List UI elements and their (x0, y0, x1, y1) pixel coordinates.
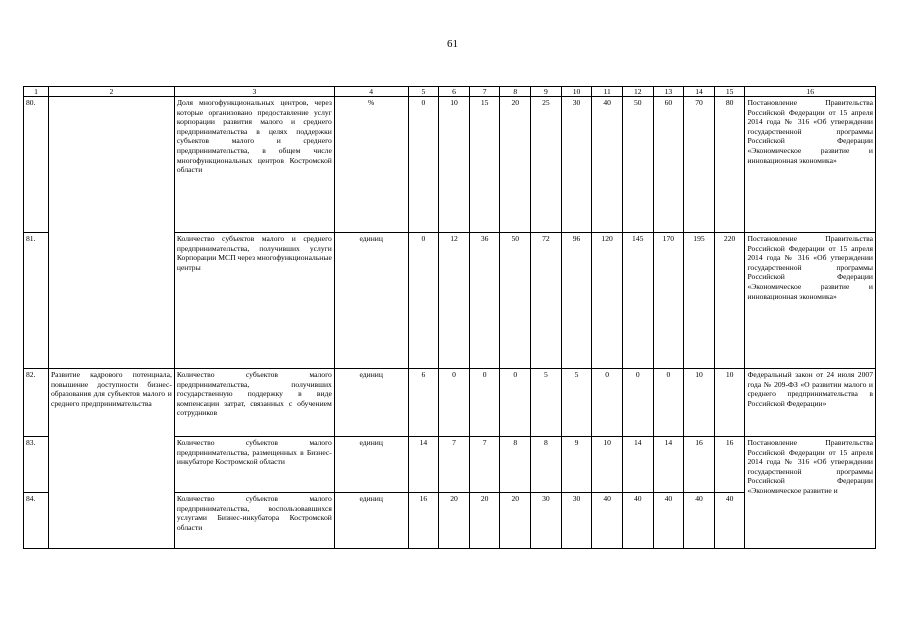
indicator-name: Количество субъектов малого предпринимательства, получивших государственную поддержку в виде компенсации затрат, связанных с обучением сотрудников (174, 369, 334, 437)
legal-source: Постановление Правительства Российской Федерации от 15 апреля 2014 года № 316 «Об утверждении государственной программы Российской Федерации «Экономическое развитие и инновационная экономика» (745, 233, 876, 369)
value-cell: 5 (561, 369, 592, 437)
row-number: 81. (24, 233, 49, 369)
value-cell: 0 (622, 369, 653, 437)
value-cell: 120 (592, 233, 623, 369)
indicator-name: Доля многофункциональных центров, через которые организовано предоставление услуг корпорации развития малого и среднего предпринимательства в целях поддержки субъектов малого и среднего предпринимательства, в общем числе многофункциональных центров Костромской области (174, 97, 334, 233)
column-number: 1 (24, 87, 49, 97)
indicator-name: Количество субъектов малого и среднего предпринимательства, получивших услуги Корпорации МСП через многофункциональные центры (174, 233, 334, 369)
column-number: 3 (174, 87, 334, 97)
value-cell: 25 (531, 97, 562, 233)
value-cell: 195 (684, 233, 715, 369)
column-number: 11 (592, 87, 623, 97)
column-number: 16 (745, 87, 876, 97)
value-cell: 10 (714, 369, 745, 437)
task-description: Развитие кадрового потенциала, повышение доступности бизнес-образования для субъектов малого и среднего предпринимательства (48, 369, 174, 549)
value-cell: 145 (622, 233, 653, 369)
value-cell: 16 (714, 437, 745, 493)
value-cell: 72 (531, 233, 562, 369)
indicator-name: Количество субъектов малого предпринимательства, воспользовавшихся услугами Бизнес-инкубатора Костромской области (174, 493, 334, 549)
column-number: 13 (653, 87, 684, 97)
column-number: 9 (531, 87, 562, 97)
value-cell: 14 (622, 437, 653, 493)
page-number: 61 (447, 38, 458, 50)
value-cell: 7 (439, 437, 470, 493)
legal-source: Постановление Правительства Российской Федерации от 15 апреля 2014 года № 316 «Об утверждении государственной программы Российской Федерации «Экономическое развитие и (745, 437, 876, 549)
value-cell: 20 (500, 493, 531, 549)
value-cell: 9 (561, 437, 592, 493)
value-cell: 16 (684, 437, 715, 493)
value-cell: 60 (653, 97, 684, 233)
value-cell: 0 (469, 369, 500, 437)
value-cell: 40 (653, 493, 684, 549)
value-cell: 30 (561, 97, 592, 233)
table-row (24, 97, 876, 233)
value-cell: 80 (714, 97, 745, 233)
unit: % (334, 97, 408, 233)
value-cell: 36 (469, 233, 500, 369)
value-cell: 0 (592, 369, 623, 437)
column-number: 12 (622, 87, 653, 97)
value-cell: 14 (653, 437, 684, 493)
value-cell: 5 (531, 369, 562, 437)
indicators-table (23, 86, 876, 549)
value-cell: 10 (684, 369, 715, 437)
row-number: 82. (24, 369, 49, 437)
task-cell-empty (48, 97, 174, 369)
value-cell: 7 (469, 437, 500, 493)
value-cell: 20 (469, 493, 500, 549)
row-number: 83. (24, 437, 49, 493)
value-cell: 20 (500, 97, 531, 233)
legal-source: Постановление Правительства Российской Федерации от 15 апреля 2014 года № 316 «Об утверждении государственной программы Российской Федерации «Экономическое развитие и инновационная экономика» (745, 97, 876, 233)
unit: единиц (334, 437, 408, 493)
table-row (24, 369, 876, 437)
column-number: 2 (48, 87, 174, 97)
legal-source: Федеральный закон от 24 июля 2007 года № 209-ФЗ «О развитии малого и среднего предпринимательства в Российской Федерации» (745, 369, 876, 437)
value-cell: 8 (531, 437, 562, 493)
value-cell: 50 (622, 97, 653, 233)
column-number: 8 (500, 87, 531, 97)
value-cell: 50 (500, 233, 531, 369)
value-cell: 96 (561, 233, 592, 369)
value-cell: 40 (622, 493, 653, 549)
value-cell: 70 (684, 97, 715, 233)
row-number: 80. (24, 97, 49, 233)
value-cell: 16 (408, 493, 439, 549)
value-cell: 40 (592, 493, 623, 549)
unit: единиц (334, 369, 408, 437)
value-cell: 6 (408, 369, 439, 437)
value-cell: 170 (653, 233, 684, 369)
value-cell: 14 (408, 437, 439, 493)
column-number: 4 (334, 87, 408, 97)
value-cell: 220 (714, 233, 745, 369)
value-cell: 8 (500, 437, 531, 493)
unit: единиц (334, 493, 408, 549)
column-number: 15 (714, 87, 745, 97)
column-number: 14 (684, 87, 715, 97)
value-cell: 10 (439, 97, 470, 233)
unit: единиц (334, 233, 408, 369)
value-cell: 40 (592, 97, 623, 233)
value-cell: 40 (714, 493, 745, 549)
value-cell: 20 (439, 493, 470, 549)
value-cell: 0 (500, 369, 531, 437)
value-cell: 0 (408, 233, 439, 369)
column-number: 7 (469, 87, 500, 97)
value-cell: 30 (561, 493, 592, 549)
value-cell: 15 (469, 97, 500, 233)
value-cell: 0 (408, 97, 439, 233)
value-cell: 30 (531, 493, 562, 549)
value-cell: 10 (592, 437, 623, 493)
value-cell: 0 (439, 369, 470, 437)
column-number-row (24, 87, 876, 97)
value-cell: 12 (439, 233, 470, 369)
column-number: 6 (439, 87, 470, 97)
column-number: 10 (561, 87, 592, 97)
row-number: 84. (24, 493, 49, 549)
indicator-name: Количество субъектов малого предпринимательства, размещенных в Бизнес-инкубаторе Костромской области (174, 437, 334, 493)
column-number: 5 (408, 87, 439, 97)
value-cell: 0 (653, 369, 684, 437)
value-cell: 40 (684, 493, 715, 549)
